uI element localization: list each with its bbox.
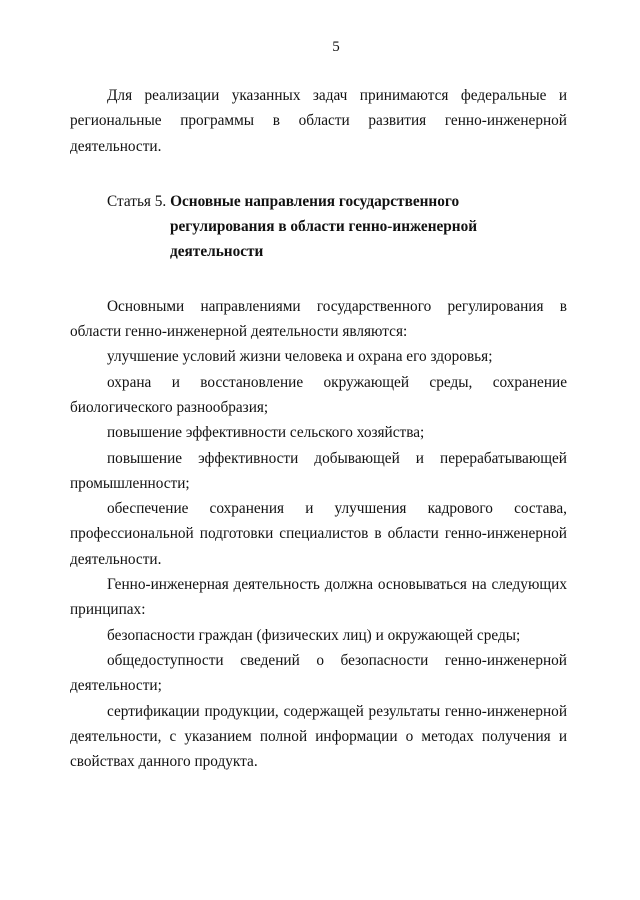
paragraph-certification: сертификации продукции, содержащей результаты генно-инженерной деятельности, с указанием полной информации о методах получения и свойствах данного продукта. [70, 702, 567, 771]
paragraph-safety: безопасности граждан (физических лиц) и окружающей среды; [107, 626, 521, 644]
paragraph-principles: Генно-инженерная деятельность должна основываться на следующих принципах: [70, 576, 567, 619]
paragraph-agriculture: повышение эффективности сельского хозяйства; [107, 424, 425, 442]
paragraph-industry: повышение эффективности добывающей и перерабатывающей промышленности; [70, 449, 567, 492]
article-heading [70, 189, 567, 265]
intro-paragraph: Для реализации указанных задач принимаются федеральные и региональные программы в области развития генно-инженерной деятельности. [70, 87, 567, 155]
paragraph-living-conditions: улучшение условий жизни человека и охрана его здоровья; [107, 348, 493, 366]
paragraph-availability: общедоступности сведений о безопасности генно-инженерной деятельности; [70, 651, 567, 695]
paragraph-environment: охрана и восстановление окружающей среды, сохранение биологического разнообразия; [70, 373, 567, 416]
article-number: Статья 5. [107, 192, 167, 210]
paragraph-main-directions: Основными направлениями государственного регулирования в области генно-инженерной деятельности являются: [70, 297, 567, 341]
page-number: 5 [332, 39, 340, 55]
article-title-line-2: регулирования в области генно-инженерной [170, 218, 478, 236]
document-body [70, 83, 567, 774]
article-title-line-1: Основные направления государственного [170, 192, 460, 210]
paragraph-personnel: обеспечение сохранения и улучшения кадрового состава, профессиональной подготовки специалистов в области генно-инженерной деятельности. [70, 500, 567, 568]
article-title-line-3: деятельности [170, 243, 264, 261]
article-heading-line-1 [70, 189, 567, 214]
